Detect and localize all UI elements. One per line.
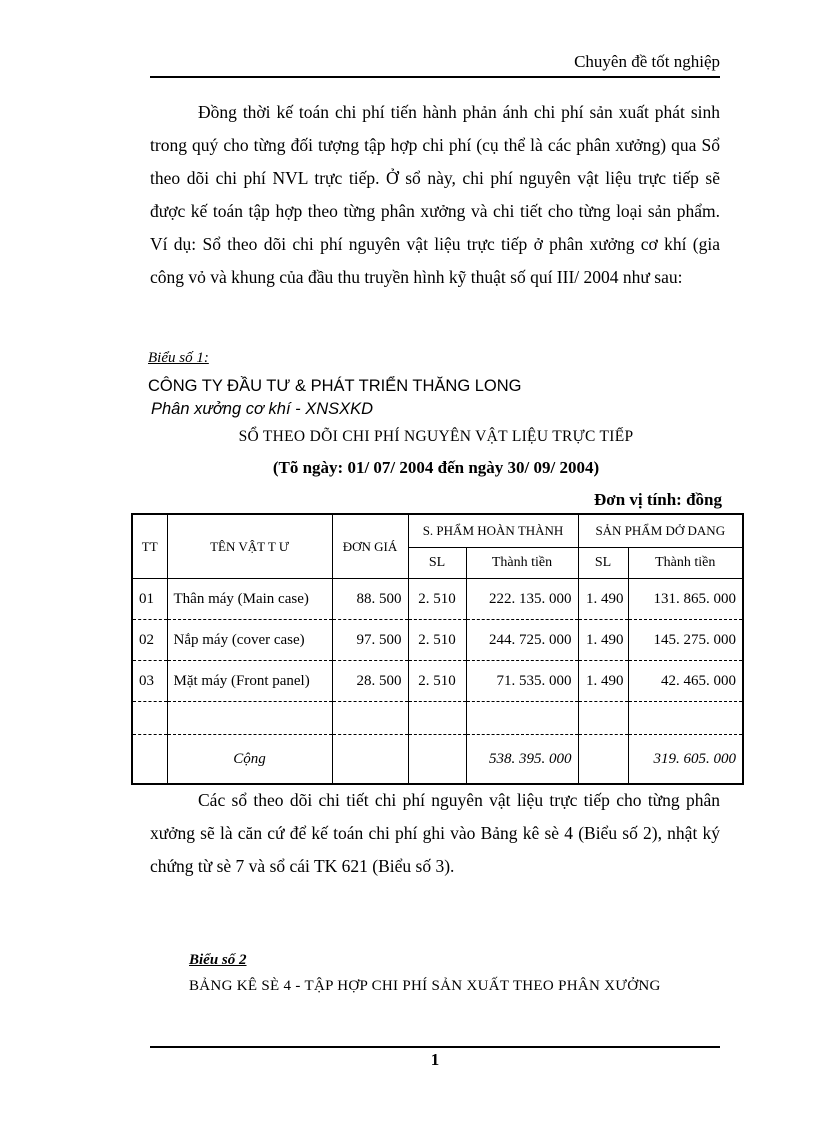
- after-paragraph-text: Các sổ theo dõi chi tiết chi phí nguyên vật liệu trực tiếp cho từng phân xưởng sẽ là căn cứ để kế toán chi phí ghi vào Bảng kê sè 4 (Biểu số 2), nhật ký chứng từ sè 7 và sổ cái TK 621 (Biểu số 3).: [150, 790, 720, 876]
- row-name: Thân máy (Main case): [167, 579, 332, 620]
- header-finished-amount: Thành tiền: [466, 548, 578, 579]
- row-tt: 03: [132, 661, 167, 702]
- row-price: 28. 500: [332, 661, 408, 702]
- header-rule: [150, 76, 720, 78]
- row-tt: 02: [132, 620, 167, 661]
- row-price: 97. 500: [332, 620, 408, 661]
- row-tt: 01: [132, 579, 167, 620]
- ledger-period: (Tõ ngày: 01/ 07/ 2004 đến ngày 30/ 09/ 2004): [272, 458, 600, 477]
- row-sl-finished: 2. 510: [408, 579, 466, 620]
- header-material: TÊN VẬT T Ư: [167, 514, 332, 579]
- company-name: CÔNG TY ĐẦU TƯ & PHÁT TRIỂN THĂNG LONG: [148, 377, 522, 395]
- total-amount-wip: 319. 605. 000: [628, 735, 743, 785]
- header-title: Chuyên đề tốt nghiệp: [574, 52, 720, 71]
- row-sl-finished: 2. 510: [408, 620, 466, 661]
- row-name: Mặt máy (Front panel): [167, 661, 332, 702]
- ledger-unit: Đơn vị tính: đồng: [594, 490, 722, 509]
- header-finished-sl: SL: [408, 548, 466, 579]
- table-row: [132, 661, 743, 702]
- row-sl-finished: 2. 510: [408, 661, 466, 702]
- header-finished: S. PHẨM HOÀN THÀNH: [408, 514, 578, 548]
- table-total-row: [132, 735, 743, 785]
- total-amount-finished: 538. 395. 000: [466, 735, 578, 785]
- intro-paragraph-text: Đồng thời kế toán chi phí tiến hành phản ánh chi phí sản xuất phát sinh trong quý cho từng đối tượng tập hợp chi phí (cụ thể là các phân xưởng) qua Sổ theo dõi chi phí NVL trực tiếp. Ở sổ này, chi phí nguyên vật liệu trực tiếp sẽ được kế toán tập hợp theo từng phân xưởng và chi tiết cho từng loại sản phẩm. Ví dụ: Sổ theo dõi chi phí nguyên vật liệu trực tiếp ở phân xưởng cơ khí (gia công vỏ và khung của đầu thu truyền hình kỹ thuật số quí III/ 2004 như sau:: [150, 102, 720, 287]
- intro-paragraph: [150, 96, 720, 294]
- total-label: Cộng: [167, 735, 332, 785]
- ledger-table: [131, 513, 744, 785]
- row-amount-wip: 145. 275. 000: [628, 620, 743, 661]
- row-amount-wip: 42. 465. 000: [628, 661, 743, 702]
- row-price: 88. 500: [332, 579, 408, 620]
- row-amount-finished: 222. 135. 000: [466, 579, 578, 620]
- table-row-empty: [132, 702, 743, 735]
- header-wip: SẢN PHẨM DỞ DANG: [578, 514, 743, 548]
- row-amount-finished: 244. 725. 000: [466, 620, 578, 661]
- workshop-name: Phân xưởng cơ khí - XNSXKD: [151, 400, 374, 418]
- row-sl-wip: 1. 490: [578, 661, 628, 702]
- bieu2-title: BẢNG KÊ SÈ 4 - TẬP HỢP CHI PHÍ SẢN XUẤT THEO PHÂN XƯỞNG: [189, 978, 661, 994]
- page-number: 1: [430, 1050, 440, 1069]
- table-row: [132, 620, 743, 661]
- row-name: Nắp máy (cover case): [167, 620, 332, 661]
- header-wip-amount: Thành tiền: [628, 548, 743, 579]
- bieu1-label: Biểu số 1:: [148, 350, 209, 366]
- row-amount-finished: 71. 535. 000: [466, 661, 578, 702]
- bieu2-label: Biểu số 2: [189, 952, 247, 968]
- row-amount-wip: 131. 865. 000: [628, 579, 743, 620]
- row-sl-wip: 1. 490: [578, 620, 628, 661]
- after-paragraph: [150, 784, 720, 883]
- footer-rule: [150, 1046, 720, 1048]
- table-row: [132, 579, 743, 620]
- header-unit-price: ĐƠN GIÁ: [332, 514, 408, 579]
- header-wip-sl: SL: [578, 548, 628, 579]
- ledger-title: SỔ THEO DÕI CHI PHÍ NGUYÊN VẬT LIỆU TRỰC TIẾP: [238, 428, 634, 445]
- header-tt: TT: [132, 514, 167, 579]
- row-sl-wip: 1. 490: [578, 579, 628, 620]
